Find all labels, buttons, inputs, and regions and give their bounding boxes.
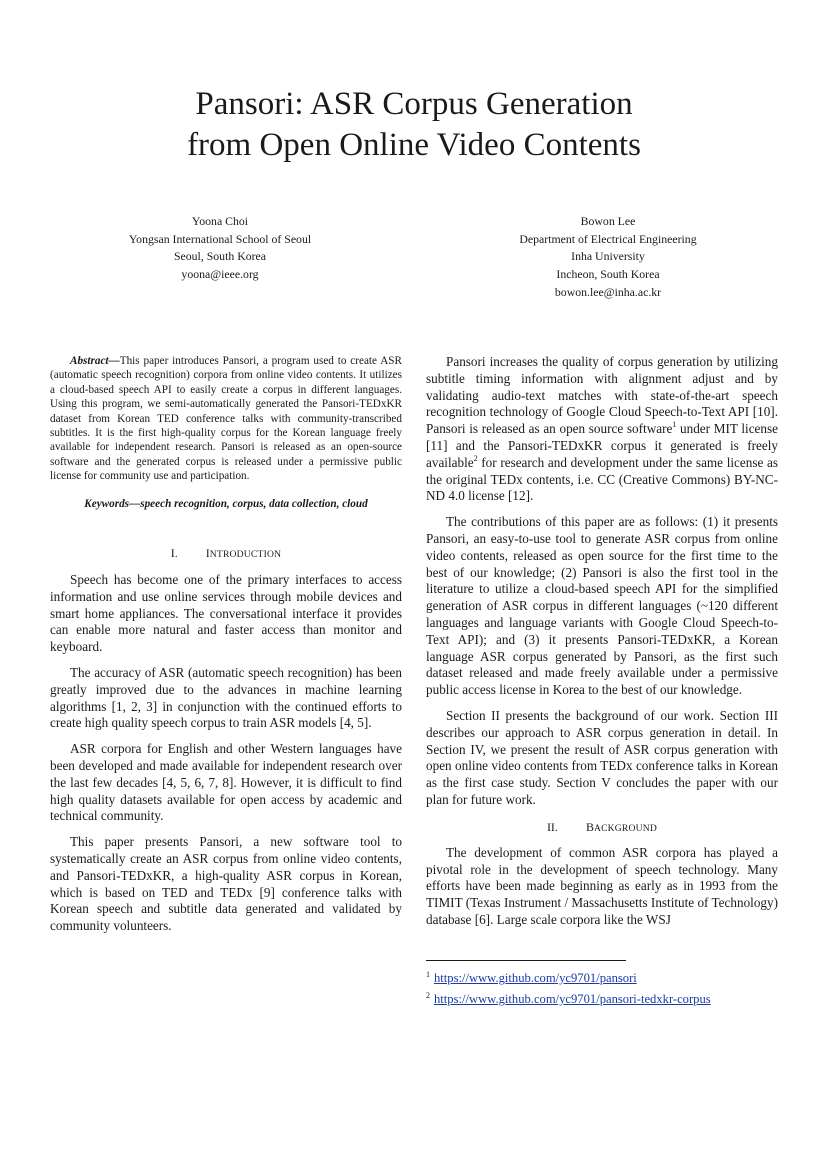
right-column — [426, 354, 778, 938]
author-location: Incheon, South Korea — [556, 267, 660, 282]
footnote-link-corpus[interactable]: https://www.github.com/yc9701/pansori-tedxkr-corpus — [434, 992, 711, 1006]
author-affiliation: Inha University — [571, 249, 645, 264]
paragraph-text: for research and development under the same license as the original TEDx contents, i.e. CC (Creative Commons) BY-NC-ND 4.0 license [12]. — [426, 454, 778, 504]
author-block-1 — [70, 213, 370, 284]
author-email: yoona@ieee.org — [181, 267, 259, 282]
section-number: I. — [170, 546, 178, 561]
section-initial: I — [205, 546, 210, 561]
author-location: Seoul, South Korea — [173, 249, 267, 264]
paragraph: The development of common ASR corpora has played a pivotal role in the development of speech technology. Many efforts have been made beginning as early as in 1993 from the TIMIT (Texas Instrument / Massachusetts Institute of Technology) database [6]. Large scale corpora like the WSJ — [426, 844, 778, 927]
footnotes — [426, 966, 778, 1008]
footnote-mark: 1 — [426, 970, 430, 979]
abstract-text: This paper introduces Pansori, a program used to create ASR (automatic speech recognition) corpora from online video contents. It utilizes a cloud-based speech API to easily create a corpus in different languages. Using this program, we semi-automatically generated the Pansori-TEDxKR dataset from Korean TED conference talks with community-transcribed subtitles. It is the first high-quality corpus for the Korean language freely available for independent research. Pansori is released as an open-source software and the generated corpus is released under a permissive public license for community use and participation. — [50, 355, 402, 483]
paragraph: Speech has become one of the primary interfaces to access information and use online services through mobile devices and smart home appliances. The conversational interface it provides can enable more natural and faster access than monitor and keyboard. — [50, 572, 402, 655]
paragraph: Section II presents the background of our work. Section III describes our approach to ASR corpus generation in detail. In Section IV, we present the result of ASR corpus generation with open online video contents from TEDx conference talks in Korean as the first case study. Section V concludes the paper with our plan for future work. — [426, 707, 778, 807]
paper-title — [0, 84, 828, 166]
author-department: Department of Electrical Engineering — [519, 231, 697, 246]
footnote-divider — [426, 960, 626, 961]
section-initial: B — [585, 819, 594, 834]
title-line-2: from Open Online Video Contents — [187, 127, 641, 163]
section-title-rest: ACKGROUND — [593, 822, 658, 834]
author-email: bowon.lee@inha.ac.kr — [554, 284, 662, 299]
footnote-ref-2[interactable]: 2 — [473, 453, 478, 463]
section-heading-background — [426, 819, 778, 837]
author-name: Bowon Lee — [580, 214, 636, 228]
paragraph-text: Pansori increases the quality of corpus generation by utilizing subtitle timing information with alignment adjust and by validating audio-text matches with state-of-the-art speech recognition technology of Google Cloud Speech-to-Text API [10]. Pansori is released as an open source software — [426, 354, 778, 437]
keywords: Keywords—speech recognition, corpus, data collection, cloud — [84, 497, 368, 510]
author-name: Yoona Choi — [191, 214, 249, 228]
section-heading-introduction — [50, 545, 402, 563]
footnote-2 — [426, 987, 778, 1008]
paragraph — [426, 354, 778, 505]
footnote-mark: 2 — [426, 991, 430, 1000]
paragraph: The accuracy of ASR (automatic speech recognition) has been greatly improved due to the advances in machine learning algorithms [1, 2, 3] in conjunction with the continued efforts to create high quality speech corpus to train ASR models [4, 5]. — [50, 665, 402, 731]
footnote-link-pansori[interactable]: https://www.github.com/yc9701/pansori — [434, 971, 637, 985]
footnote-ref-1[interactable]: 1 — [672, 420, 677, 430]
section-title-rest: NTRODUCTION — [209, 549, 282, 561]
abstract — [50, 354, 402, 484]
author-affiliation: Yongsan International School of Seoul — [128, 231, 312, 246]
author-block-2 — [458, 213, 758, 302]
footnote-1 — [426, 966, 778, 987]
title-line-1: Pansori: ASR Corpus Generation — [195, 86, 633, 122]
paragraph-text: under MIT license [11] and the Pansori-TEDxKR corpus it generated is freely available — [426, 421, 778, 470]
section-number: II. — [546, 819, 558, 834]
paragraph: This paper presents Pansori, a new software tool to systematically create an ASR corpus from online video contents, and Pansori-TEDxKR, a high-quality ASR corpus in Korean, which is based on TED and TEDx [9] conference talks with Korean speech and subtitle data generated and validated by community volunteers. — [50, 834, 402, 934]
left-column — [50, 354, 402, 944]
paragraph: ASR corpora for English and other Western languages have been developed and made available for independent research over the last few decades [4, 5, 6, 7, 8]. However, it is difficult to find high quality datasets available for open access by academic and technical community. — [50, 741, 402, 824]
abstract-dash: — — [108, 355, 120, 367]
abstract-label: Abstract — [70, 355, 109, 367]
paragraph: The contributions of this paper are as follows: (1) it presents Pansori, an easy-to-use tool to generate ASR corpus from online video contents, released as open source for the first time to the best of our knowledge; (2) Pansori is also the first tool in the literature to utilize a cloud-based speech API for the simplified generation of ASR corpus in different languages (~120 different languages and language variants with Google Cloud Speech-to-Text API); and (3) it presents Pansori-TEDxKR, a Korean language ASR corpus generated by Pansori, as the first such dataset released and made freely available under a permissive public access license in Korea to the best of our knowledge. — [426, 514, 778, 698]
